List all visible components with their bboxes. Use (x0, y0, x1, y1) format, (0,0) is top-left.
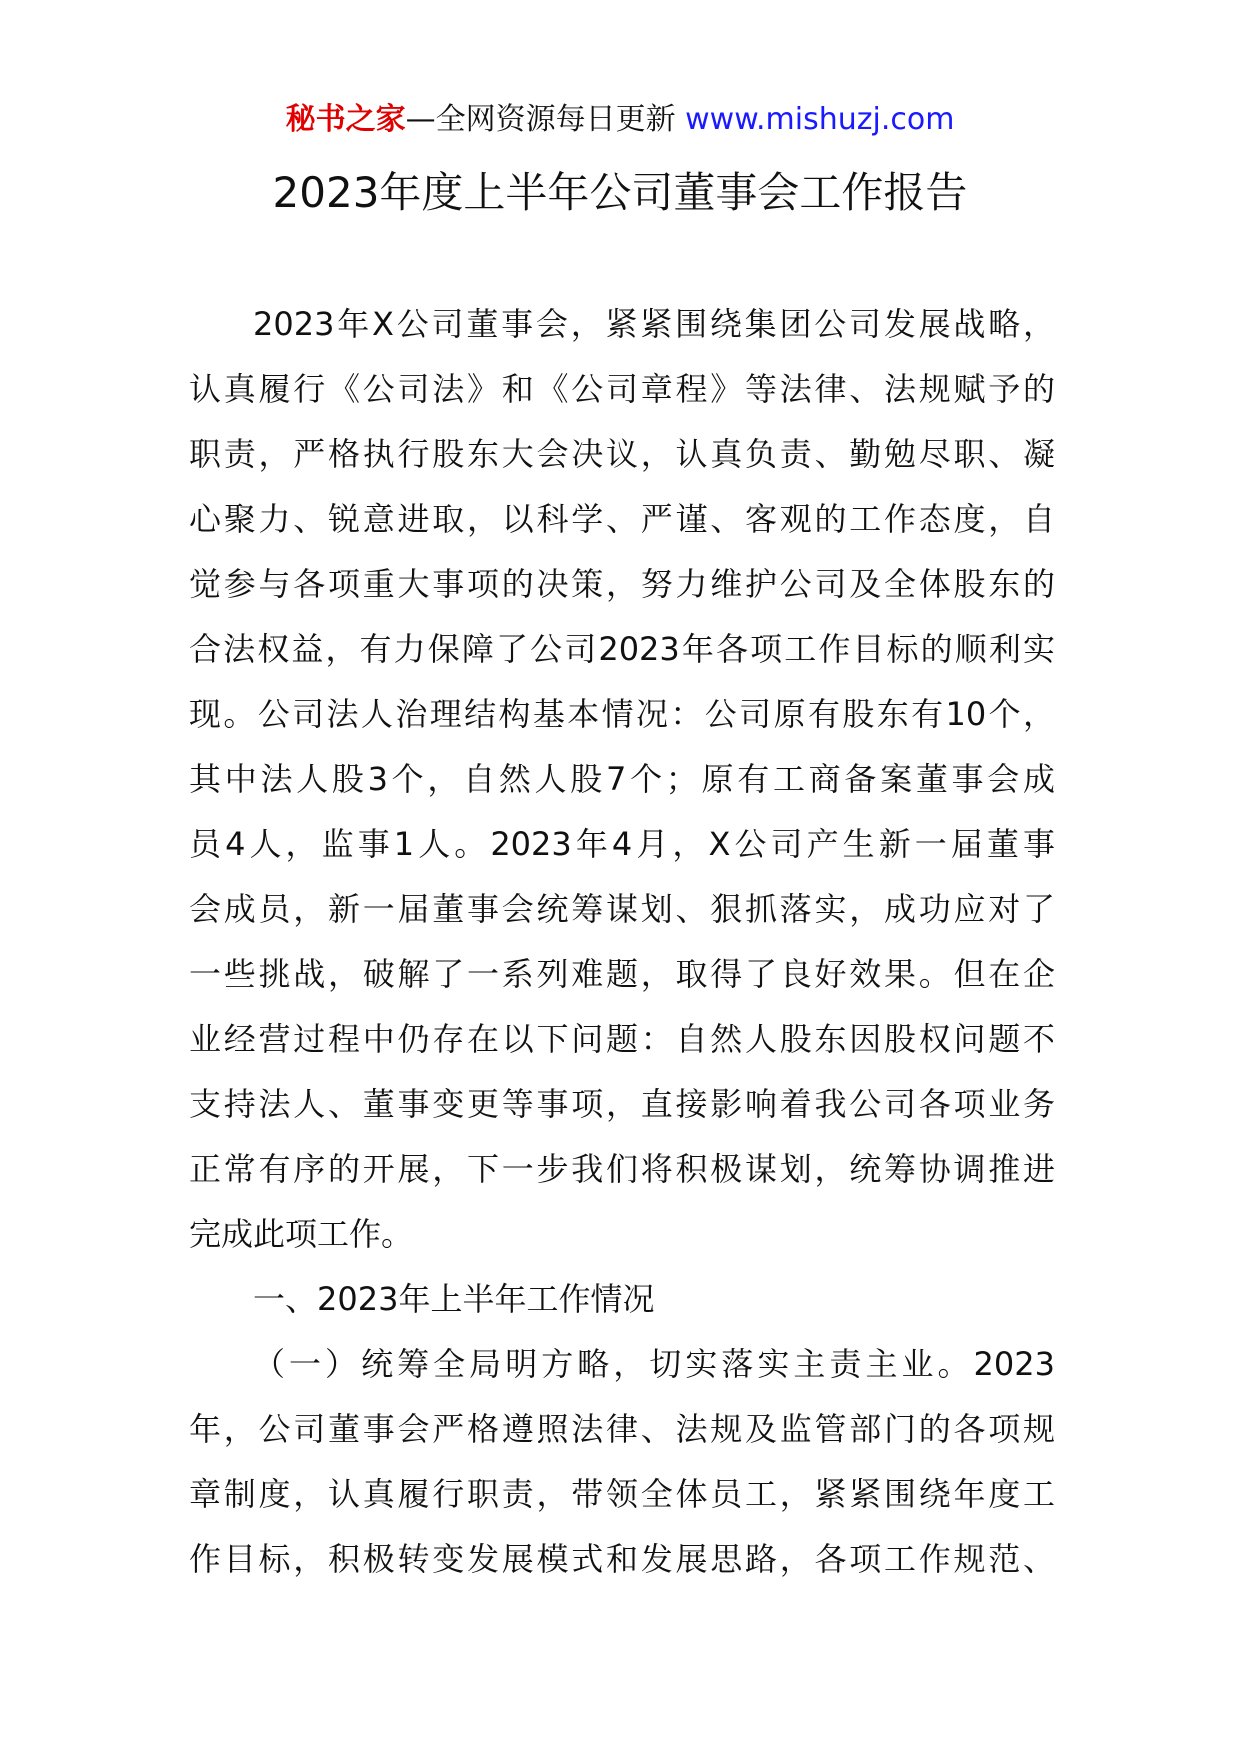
text-line: 支持法人、董事变更等事项，直接影响着我公司各项业务 (189, 1085, 1055, 1123)
site-url-link[interactable]: www.mishuzj.com (685, 102, 955, 137)
text-line: 合法权益，有力保障了公司2023年各项工作目标的顺利实 (189, 630, 1055, 668)
text-line: （一）统筹全局明方略，切实落实主责主业。2023 (253, 1345, 1055, 1383)
section-heading: 一、2023年上半年工作情况 (253, 1280, 655, 1318)
brand-name: 秘书之家 (285, 102, 406, 137)
site-header (0, 100, 1240, 140)
text-line: 年，公司董事会严格遵照法律、法规及监管部门的各项规 (189, 1410, 1055, 1448)
text-line: 现。公司法人治理结构基本情况：公司原有股东有10个， (189, 695, 1055, 733)
text-line: 一些挑战，破解了一系列难题，取得了良好效果。但在企 (189, 955, 1055, 993)
text-line: 正常有序的开展，下一步我们将积极谋划，统筹协调推进 (189, 1150, 1055, 1188)
text-line: 2023年X公司董事会，紧紧围绕集团公司发展战略， (253, 305, 1055, 343)
document-body (189, 292, 1055, 1592)
text-line: 章制度，认真履行职责，带领全体员工，紧紧围绕年度工 (189, 1475, 1055, 1513)
text-line: 职责，严格执行股东大会决议，认真负责、勤勉尽职、凝 (189, 435, 1055, 473)
text-line: 认真履行《公司法》和《公司章程》等法律、法规赋予的 (189, 370, 1055, 408)
text-line: 完成此项工作。 (189, 1215, 414, 1253)
page-title: 2023年度上半年公司董事会工作报告 (272, 168, 968, 217)
text-line: 觉参与各项重大事项的决策，努力维护公司及全体股东的 (189, 565, 1055, 603)
text-line: 作目标，积极转变发展模式和发展思路，各项工作规范、 (189, 1540, 1055, 1578)
text-line: 员4人，监事1人。2023年4月，X公司产生新一届董事 (189, 825, 1055, 863)
text-line: 业经营过程中仍存在以下问题：自然人股东因股权问题不 (189, 1020, 1055, 1058)
text-line: 心聚力、锐意进取，以科学、严谨、客观的工作态度，自 (189, 500, 1055, 538)
header-slogan: —全网资源每日更新 (405, 102, 676, 137)
text-line: 其中法人股3个，自然人股7个；原有工商备案董事会成 (189, 760, 1055, 798)
text-line: 会成员，新一届董事会统筹谋划、狠抓落实，成功应对了 (189, 890, 1055, 928)
